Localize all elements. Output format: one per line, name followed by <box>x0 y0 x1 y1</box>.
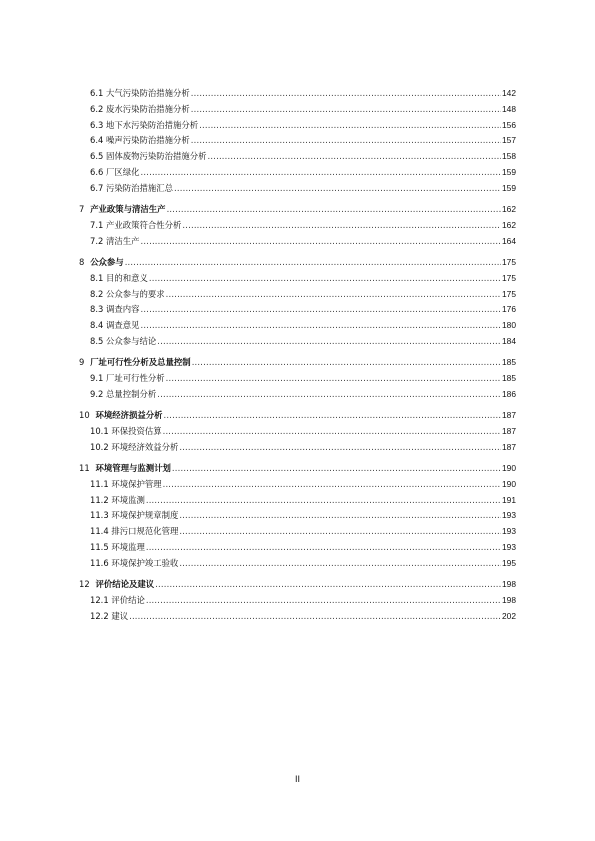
toc-entry-number: 7.1 <box>90 219 104 230</box>
toc-entry-title: 环境监测 <box>111 494 145 505</box>
toc-section-entry[interactable] <box>79 287 516 303</box>
toc-entry-title: 固体废物污染防治措施分析 <box>106 151 207 162</box>
toc-entry-label <box>90 302 140 318</box>
toc-page-number: 193 <box>502 526 516 537</box>
toc-leader-dots <box>191 102 501 118</box>
toc-leader-dots <box>179 508 501 524</box>
toc-section-entry[interactable] <box>79 133 516 149</box>
toc-entry-label <box>90 234 140 250</box>
toc-entry-number: 6.5 <box>90 151 104 162</box>
toc-entry-label <box>79 202 166 218</box>
toc-entry-title: 废水污染防治措施分析 <box>106 103 190 114</box>
toc-section-entry[interactable] <box>79 118 516 134</box>
toc-chapter-entry[interactable] <box>79 255 516 271</box>
toc-entry-number: 11.6 <box>90 557 109 568</box>
toc-entry-title: 总量控制分析 <box>106 388 157 399</box>
toc-page-number: 195 <box>502 557 516 568</box>
toc-entry-title: 目的和意义 <box>106 272 148 283</box>
toc-entry-number: 11.5 <box>90 542 109 553</box>
toc-entry-label <box>79 408 163 424</box>
toc-entry-number: 7 <box>79 204 85 215</box>
toc-section-entry[interactable] <box>79 556 516 572</box>
toc-page-number: 175 <box>502 272 516 283</box>
toc-entry-title: 污染防治措施汇总 <box>106 182 173 193</box>
toc-entry-number: 7.2 <box>90 235 104 246</box>
toc-entry-label <box>90 271 148 287</box>
toc-entry-number: 11.4 <box>90 526 109 537</box>
toc-entry-title: 环境经济损益分析 <box>95 410 163 421</box>
toc-section-entry[interactable] <box>79 218 516 234</box>
toc-entry-label <box>90 181 173 197</box>
toc-page-number: 185 <box>502 357 516 368</box>
toc-leader-dots <box>157 334 501 350</box>
toc-page-number: 156 <box>502 119 516 130</box>
toc-entry-number: 6.1 <box>90 88 104 98</box>
toc-leader-dots <box>141 234 502 250</box>
toc-leader-dots <box>192 355 501 371</box>
toc-section-entry[interactable] <box>79 102 516 118</box>
page-number: II <box>294 774 300 784</box>
toc-leader-dots <box>141 318 502 334</box>
toc-section-entry[interactable] <box>79 181 516 197</box>
toc-entry-label <box>90 133 190 149</box>
toc-section-entry[interactable] <box>79 149 516 165</box>
toc-entry-title: 环保投资估算 <box>111 425 162 436</box>
toc-entry-title: 环境管理与监测计划 <box>95 463 171 474</box>
toc-page-number: 191 <box>502 494 516 505</box>
toc-section-entry[interactable] <box>79 424 516 440</box>
toc-page-number: 180 <box>502 320 516 331</box>
toc-leader-dots <box>149 271 501 287</box>
table-of-contents <box>79 86 516 625</box>
toc-leader-dots <box>179 524 501 540</box>
toc-leader-dots <box>163 424 501 440</box>
toc-entry-label <box>90 318 140 334</box>
toc-entry-label <box>90 102 190 118</box>
toc-leader-dots <box>166 287 501 303</box>
toc-entry-title: 建议 <box>111 610 129 621</box>
toc-leader-dots <box>141 302 502 318</box>
toc-entry-label <box>79 255 124 271</box>
toc-page-number: 175 <box>502 288 516 299</box>
toc-entry-label <box>79 355 191 371</box>
toc-chapter-entry[interactable] <box>79 461 516 477</box>
toc-leader-dots <box>199 118 501 134</box>
toc-page-number: 198 <box>502 594 516 605</box>
toc-entry-number: 6.6 <box>90 166 104 177</box>
toc-entry-number: 6.4 <box>90 135 104 146</box>
toc-page-number: 158 <box>502 151 516 162</box>
toc-entry-number: 9.2 <box>90 388 104 399</box>
toc-leader-dots <box>157 387 501 403</box>
toc-entry-title: 厂址可行性分析及总量控制 <box>90 357 191 368</box>
toc-leader-dots <box>172 461 501 477</box>
toc-page-number: 159 <box>502 182 516 193</box>
toc-section-entry[interactable] <box>79 371 516 387</box>
toc-page-number: 190 <box>502 478 516 489</box>
toc-section-entry[interactable] <box>79 593 516 609</box>
toc-entry-number: 12 <box>79 579 90 590</box>
toc-entry-title: 评价结论 <box>111 594 145 605</box>
toc-entry-title: 公众参与结论 <box>106 335 157 346</box>
toc-entry-title: 清洁生产 <box>106 235 140 246</box>
toc-entry-number: 10.2 <box>90 441 109 452</box>
toc-entry-number: 8 <box>79 256 85 267</box>
toc-entry-number: 11.3 <box>90 510 109 521</box>
toc-page-number: 193 <box>502 510 516 521</box>
toc-entry-title: 环境监理 <box>111 542 145 553</box>
toc-leader-dots <box>208 149 502 165</box>
toc-page-number: 193 <box>502 542 516 553</box>
toc-entry-title: 调查意见 <box>106 320 140 331</box>
toc-entry-title: 公众参与的要求 <box>106 288 165 299</box>
toc-entry-title: 环境经济效益分析 <box>111 441 179 452</box>
toc-entry-label <box>90 118 198 134</box>
toc-page-number: 202 <box>502 610 516 621</box>
toc-entry-number: 12.2 <box>90 610 109 621</box>
toc-page-number: 190 <box>502 463 516 474</box>
toc-entry-number: 6.2 <box>90 103 104 114</box>
toc-leader-dots <box>166 371 501 387</box>
toc-page-number: 184 <box>502 335 516 346</box>
toc-entry-title: 产业政策符合性分析 <box>106 219 182 230</box>
toc-entry-number: 8.5 <box>90 335 104 346</box>
toc-entry-title: 评价结论及建议 <box>95 579 155 590</box>
toc-section-entry[interactable] <box>79 493 516 509</box>
toc-entry-title: 地下水污染防治措施分析 <box>106 119 199 130</box>
toc-section-entry[interactable] <box>79 302 516 318</box>
toc-entry-label <box>90 493 145 509</box>
toc-leader-dots <box>125 255 501 271</box>
toc-page-number: 148 <box>502 103 516 114</box>
toc-leader-dots <box>146 493 501 509</box>
toc-section-entry[interactable] <box>79 86 516 102</box>
toc-entry-number: 11.1 <box>90 478 109 489</box>
toc-entry-label <box>79 461 171 477</box>
toc-leader-dots <box>141 165 502 181</box>
toc-section-entry[interactable] <box>79 609 516 625</box>
toc-entry-title: 噪声污染防治措施分析 <box>106 135 190 146</box>
toc-entry-title: 大气污染防治措施分析 <box>106 88 190 98</box>
toc-entry-label <box>90 508 178 524</box>
toc-leader-dots <box>179 556 501 572</box>
toc-entry-label <box>90 371 165 387</box>
toc-leader-dots <box>146 540 501 556</box>
toc-page-number: 187 <box>502 425 516 436</box>
toc-section-entry[interactable] <box>79 318 516 334</box>
toc-section-entry[interactable] <box>79 540 516 556</box>
toc-entry-number: 8.3 <box>90 304 104 315</box>
toc-section-entry[interactable] <box>79 524 516 540</box>
toc-chapter-entry[interactable] <box>79 408 516 424</box>
toc-entry-number: 8.1 <box>90 272 104 283</box>
toc-section-entry[interactable] <box>79 440 516 456</box>
toc-entry-label <box>90 440 178 456</box>
toc-entry-number: 12.1 <box>90 594 109 605</box>
toc-entry-number: 11.2 <box>90 494 109 505</box>
toc-page-number: 187 <box>502 410 516 421</box>
toc-entry-label <box>90 86 190 102</box>
toc-section-entry[interactable] <box>79 508 516 524</box>
toc-entry-title: 公众参与 <box>90 256 124 267</box>
toc-entry-label <box>90 540 145 556</box>
toc-entry-label <box>79 577 154 593</box>
toc-chapter-entry[interactable] <box>79 355 516 371</box>
toc-entry-number: 8.4 <box>90 320 104 331</box>
toc-entry-label <box>90 609 128 625</box>
toc-leader-dots <box>129 609 501 625</box>
toc-entry-number: 6.3 <box>90 119 104 130</box>
toc-page-number: 198 <box>502 579 516 590</box>
toc-leader-dots <box>164 408 502 424</box>
toc-section-entry[interactable] <box>79 334 516 350</box>
toc-page-number: 185 <box>502 373 516 384</box>
toc-entry-number: 6.7 <box>90 182 104 193</box>
toc-entry-label <box>90 524 178 540</box>
toc-section-entry[interactable] <box>79 234 516 250</box>
toc-chapter-entry[interactable] <box>79 202 516 218</box>
toc-entry-number: 8.2 <box>90 288 104 299</box>
toc-entry-number: 10 <box>79 410 90 421</box>
toc-leader-dots <box>146 593 501 609</box>
toc-page-number: 142 <box>502 88 516 98</box>
toc-entry-title: 环境保护规章制度 <box>111 510 179 521</box>
toc-entry-title: 调查内容 <box>106 304 140 315</box>
toc-entry-label <box>90 287 165 303</box>
toc-page-number: 164 <box>502 235 516 246</box>
toc-leader-dots <box>155 577 501 593</box>
toc-entry-title: 厂区绿化 <box>106 166 140 177</box>
toc-leader-dots <box>182 218 501 234</box>
toc-leader-dots <box>191 86 501 102</box>
toc-page-number: 159 <box>502 166 516 177</box>
toc-entry-number: 9 <box>79 357 85 368</box>
toc-entry-label <box>90 593 145 609</box>
toc-section-entry[interactable] <box>79 387 516 403</box>
toc-entry-label <box>90 334 156 350</box>
toc-section-entry[interactable] <box>79 165 516 181</box>
toc-entry-title: 厂址可行性分析 <box>106 373 165 384</box>
toc-page-number: 162 <box>502 219 516 230</box>
toc-leader-dots <box>167 202 501 218</box>
toc-entry-label <box>90 424 162 440</box>
toc-entry-title: 环境保护竣工验收 <box>111 557 179 568</box>
toc-entry-label <box>90 149 207 165</box>
toc-section-entry[interactable] <box>79 477 516 493</box>
toc-entry-title: 排污口规范化管理 <box>111 526 179 537</box>
toc-leader-dots <box>191 133 501 149</box>
toc-entry-label <box>90 387 156 403</box>
toc-section-entry[interactable] <box>79 271 516 287</box>
toc-entry-title: 产业政策与清洁生产 <box>90 204 166 215</box>
toc-page-number: 186 <box>502 388 516 399</box>
toc-page-number: 175 <box>502 256 516 267</box>
toc-entry-label <box>90 556 178 572</box>
toc-leader-dots <box>174 181 501 197</box>
toc-entry-title: 环境保护管理 <box>111 478 162 489</box>
toc-chapter-entry[interactable] <box>79 577 516 593</box>
toc-entry-number: 9.1 <box>90 373 104 384</box>
toc-entry-label <box>90 218 181 234</box>
toc-page-number: 157 <box>502 135 516 146</box>
toc-leader-dots <box>163 477 501 493</box>
toc-entry-number: 10.1 <box>90 425 109 436</box>
toc-entry-label <box>90 165 140 181</box>
toc-entry-label <box>90 477 162 493</box>
toc-page-number: 176 <box>502 304 516 315</box>
toc-entry-number: 11 <box>79 463 90 474</box>
toc-page-number: 162 <box>502 204 516 215</box>
toc-page-number: 187 <box>502 441 516 452</box>
toc-leader-dots <box>179 440 501 456</box>
